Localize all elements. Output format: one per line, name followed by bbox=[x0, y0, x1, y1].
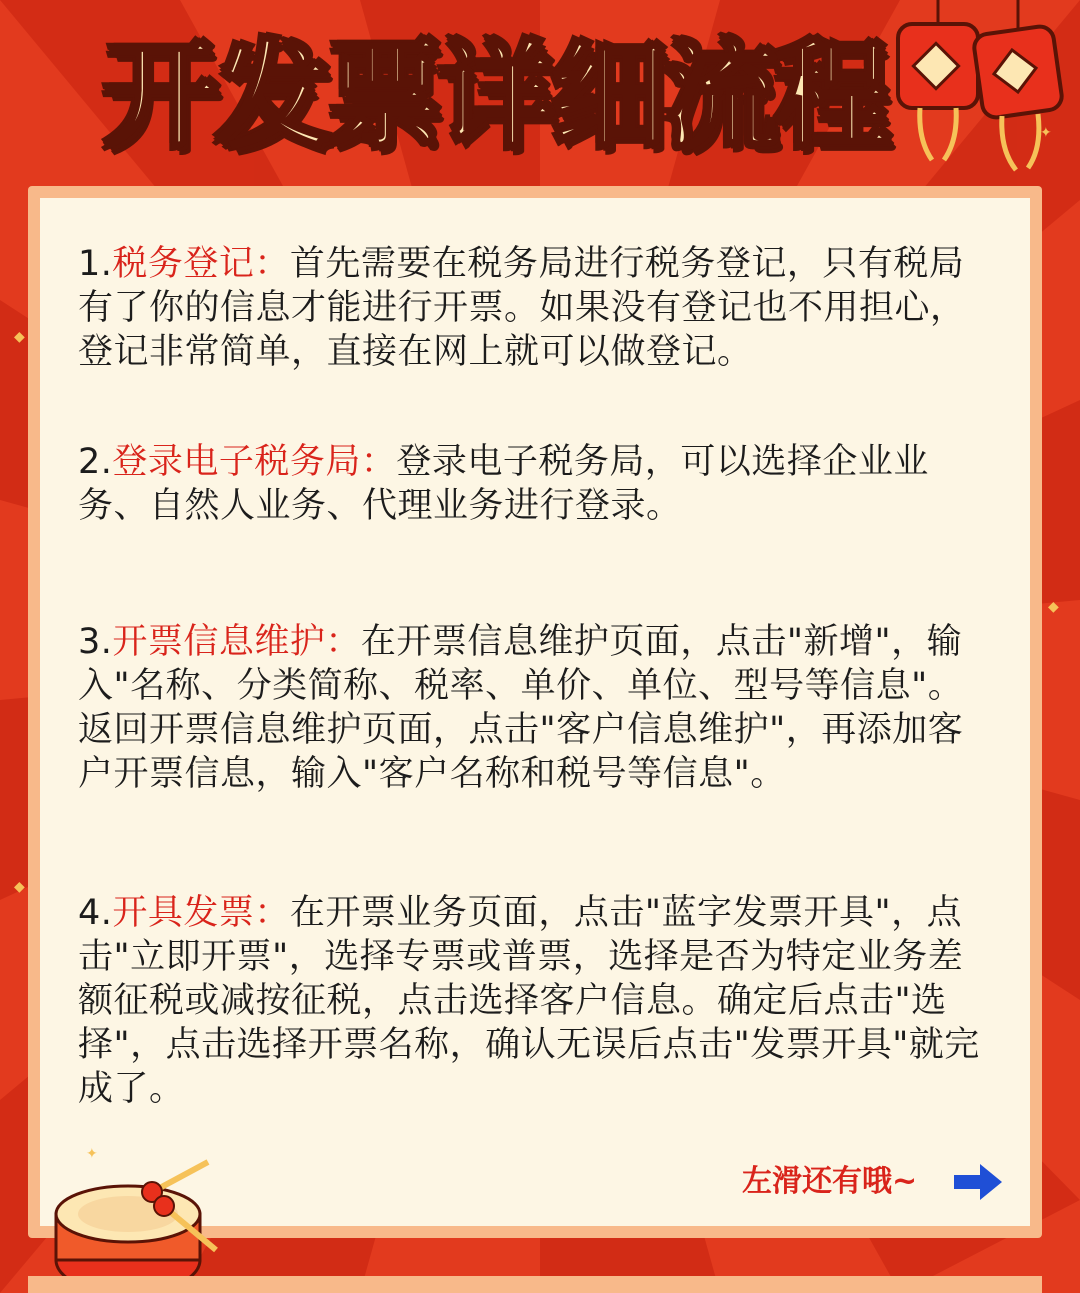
step-3 bbox=[78, 620, 990, 796]
step-body: 登录电子税务局，可以选择企业业务、自然人业务、代理业务进行登录。 bbox=[78, 442, 929, 526]
step-4 bbox=[78, 891, 990, 1111]
lantern-icon bbox=[880, 0, 1080, 200]
bottom-strip bbox=[28, 1276, 1042, 1293]
step-body: 在开票信息维护页面，点击"新增"，输入"名称、分类简称、税率、单价、单位、型号等信息"。返回开票信息维护页面，点击"客户信息维护"，再添加客户开票信息，输入"客户名称和税号等信息"。 bbox=[78, 622, 964, 794]
sparkle-decoration: ✦ bbox=[1040, 125, 1052, 141]
swipe-hint[interactable]: 左滑还有哦~ bbox=[742, 1164, 918, 1199]
step-heading: 登录电子税务局： bbox=[112, 442, 397, 482]
step-body: 在开票业务页面，点击"蓝字发票开具"，点击"立即开票"，选择专票或普票，选择是否为特定业务差额征税或减按征税，点击选择客户信息。确定后点击"选择"，点击选择开票名称，确认无误后点击"发票开具"就完成了。 bbox=[78, 893, 980, 1109]
step-1 bbox=[78, 242, 990, 374]
page-title: 开发票详细流程 bbox=[103, 29, 887, 164]
arrow-right-icon[interactable] bbox=[952, 1162, 1004, 1202]
step-number: 3. bbox=[78, 622, 113, 662]
step-heading: 开票信息维护： bbox=[112, 622, 361, 662]
sparkle-decoration: ◆ bbox=[1048, 599, 1059, 615]
drum-icon bbox=[48, 1140, 228, 1293]
step-heading: 税务登记： bbox=[112, 244, 290, 284]
sparkle-decoration: ◆ bbox=[14, 329, 25, 345]
step-body: 首先需要在税务局进行税务登记，只有税局有了你的信息才能进行开票。如果没有登记也不用担心，登记非常简单，直接在网上就可以做登记。 bbox=[78, 244, 966, 372]
step-number: 4. bbox=[78, 893, 113, 933]
step-heading: 开具发票： bbox=[112, 893, 290, 933]
step-2 bbox=[78, 440, 990, 528]
step-number: 2. bbox=[78, 442, 113, 482]
svg-text:✦: ✦ bbox=[86, 1146, 98, 1162]
step-number: 1. bbox=[78, 244, 113, 284]
sparkle-decoration: ◆ bbox=[14, 879, 25, 895]
